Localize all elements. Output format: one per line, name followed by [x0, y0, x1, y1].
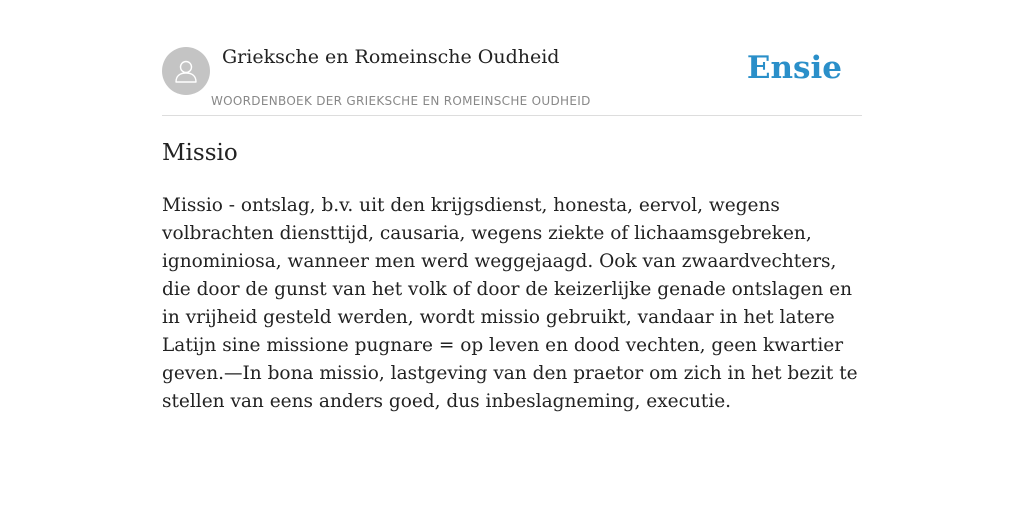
user-silhouette-icon: [171, 56, 201, 86]
page-container: [162, 0, 862, 512]
entry-body: Missio - ontslag, b.v. uit den krijgsdienst, honesta, eervol, wegens volbrachten diensttijd, causaria, wegens ziekte of lichaamsgebreken, ignominiosa, wanneer men werd weggejaagd. Ook van zwaardvechters, die door de gunst van het volk of door de keizerlijke genade ontslagen en in vrijheid gesteld werden, wordt missio gebruikt, vandaar in het latere Latijn sine missione pugnare = op leven en dood vechten, geen kwartier geven.—In bona missio, lastgeving van den praetor om zich in het bezit te stellen van eens anders goed, dus inbeslagneming, executie.: [162, 195, 858, 412]
entry-header: [162, 0, 862, 116]
source-avatar[interactable]: [162, 47, 210, 95]
source-subtitle: WOORDENBOEK DER GRIEKSCHE EN ROMEINSCHE OUDHEID: [211, 94, 591, 108]
entry-title: Missio: [162, 140, 238, 166]
ensie-logo-link[interactable]: Ensie: [746, 50, 842, 86]
source-title-link[interactable]: Grieksche en Romeinsche Oudheid: [222, 46, 560, 68]
